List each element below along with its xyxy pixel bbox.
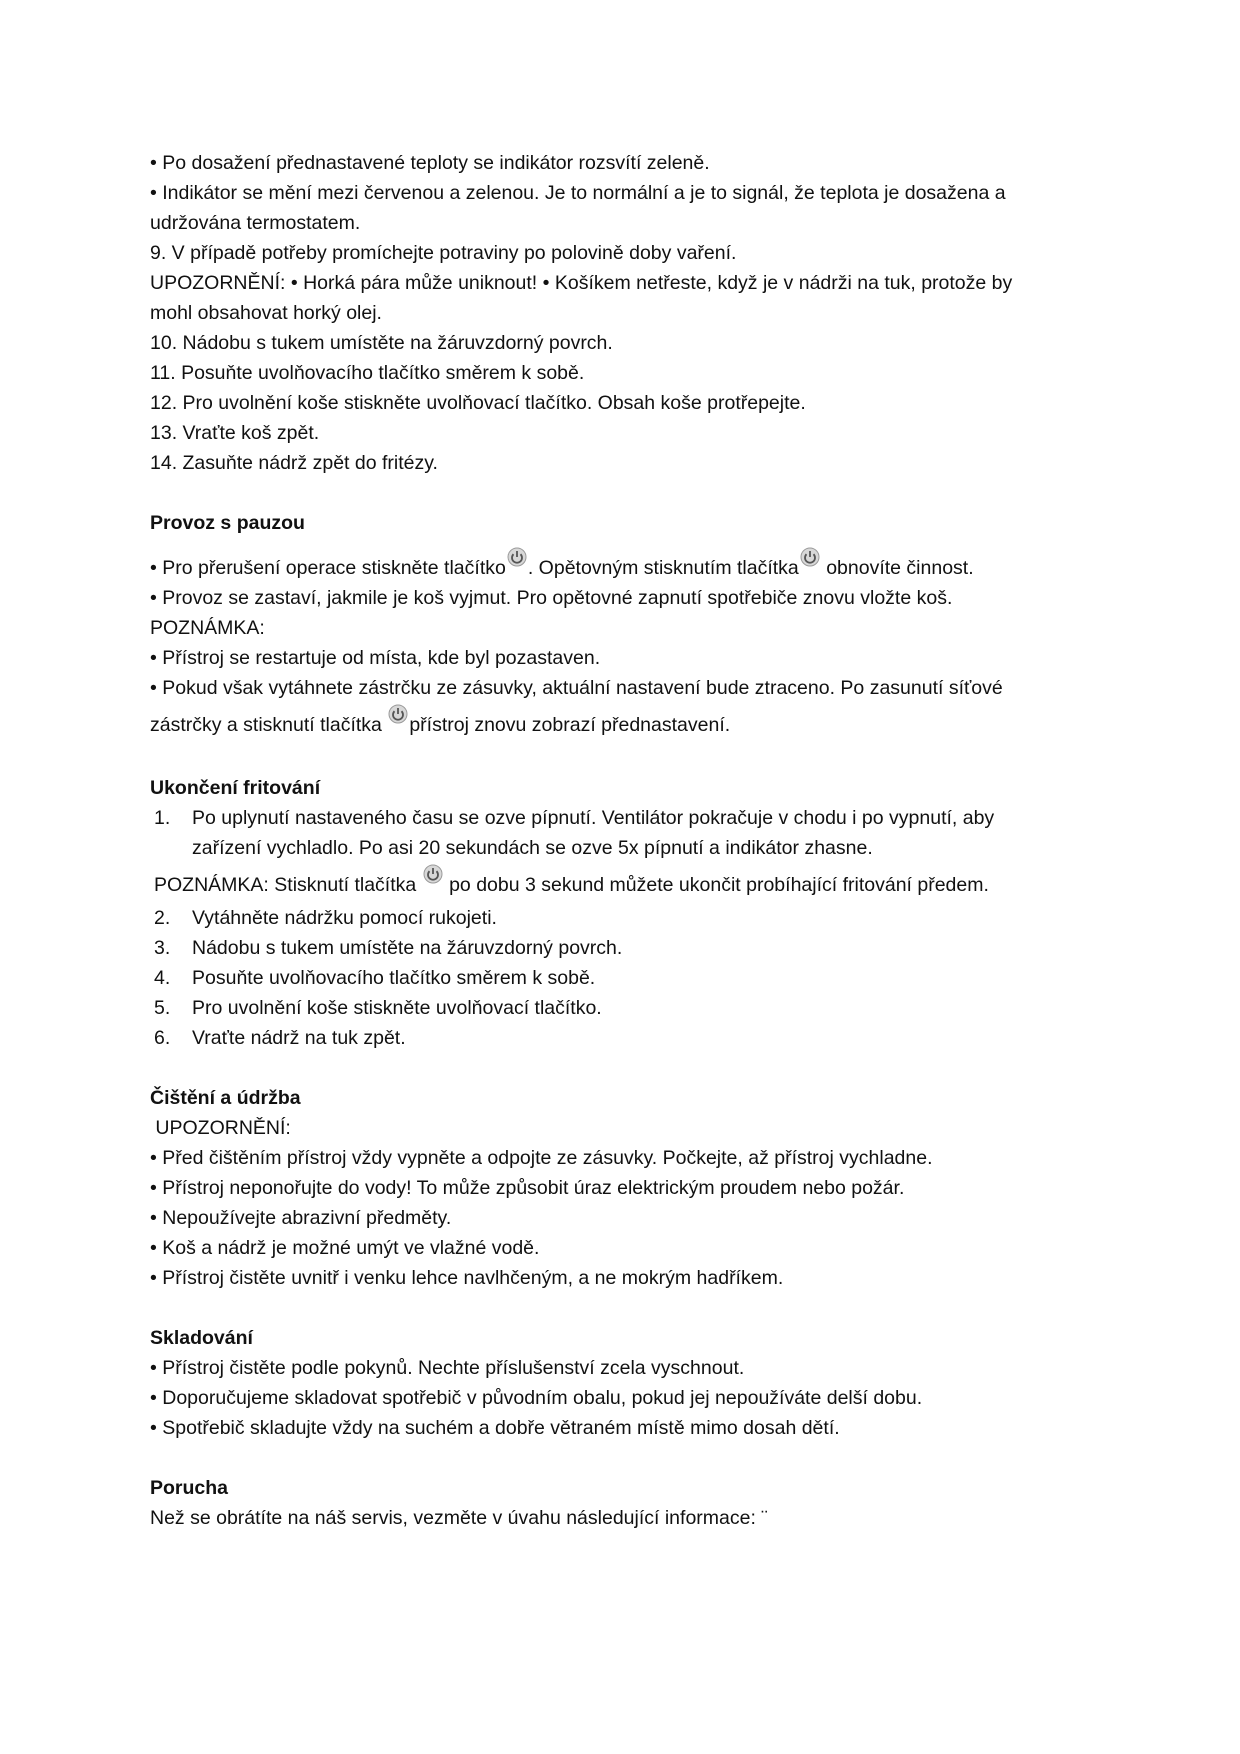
- list-text: Vraťte nádrž na tuk zpět.: [192, 1027, 406, 1049]
- paragraph-line: • Koš a nádrž je možné umýt ve vlažné vodě.: [150, 1237, 540, 1259]
- text-span: přístroj znovu zobrazí přednastavení.: [409, 714, 731, 736]
- text-span: . Opětovným stisknutím tlačítka: [527, 557, 799, 579]
- paragraph-line: [150, 546, 1090, 583]
- power-button-icon: [423, 863, 443, 885]
- paragraph-line: • Nepoužívejte abrazivní předměty.: [150, 1207, 452, 1229]
- list-text: Vytáhněte nádržku pomocí rukojeti.: [192, 907, 497, 929]
- section-heading-storage: Skladování: [150, 1327, 253, 1349]
- list-item: [150, 1023, 1090, 1053]
- list-number: 2.: [154, 907, 171, 929]
- paragraph-line: POZNÁMKA:: [150, 617, 265, 639]
- list-item: [150, 993, 1090, 1023]
- list-text: Nádobu s tukem umístěte na žáruvzdorný povrch.: [192, 937, 623, 959]
- paragraph-line: 14. Zasuňte nádrž zpět do fritézy.: [150, 452, 438, 474]
- paragraph-line: • Přístroj čistěte uvnitř i venku lehce navlhčeným, a ne mokrým hadříkem.: [150, 1267, 784, 1289]
- list-item: [150, 933, 1090, 963]
- list-item-continuation: zařízení vychladlo. Po asi 20 sekundách se ozve 5x pípnutí a indikátor zhasne.: [192, 837, 873, 859]
- section-heading-fault: Porucha: [150, 1477, 229, 1499]
- section-heading-end-frying: Ukončení fritování: [150, 777, 321, 799]
- paragraph-line: • Přístroj čistěte podle pokynů. Nechte příslušenství zcela vyschnout.: [150, 1357, 745, 1379]
- document-page: [150, 148, 1090, 1533]
- section-heading-cleaning: Čištění a údržba: [150, 1087, 301, 1109]
- paragraph-line: • Indikátor se mění mezi červenou a zelenou. Je to normální a je to signál, že teplota je dosažena a: [150, 182, 1006, 204]
- paragraph-line: UPOZORNĚNÍ: • Horká pára může uniknout! • Košíkem netřeste, když je v nádrži na tuk, protože by: [150, 272, 1013, 294]
- warning-label: UPOZORNĚNÍ:: [150, 1117, 291, 1139]
- paragraph-line: 13. Vraťte koš zpět.: [150, 422, 320, 444]
- paragraph-line: 9. V případě potřeby promíchejte potraviny po polovině doby vaření.: [150, 242, 737, 264]
- text-span: obnovíte činnost.: [820, 557, 974, 579]
- paragraph-line: 10. Nádobu s tukem umístěte na žáruvzdorný povrch.: [150, 332, 613, 354]
- paragraph-line: • Doporučujeme skladovat spotřebič v původním obalu, pokud jej nepoužíváte delší dobu.: [150, 1387, 923, 1409]
- list-number: 3.: [154, 937, 171, 959]
- paragraph-line: Než se obrátíte na náš servis, vezměte v úvahu následující informace: ¨: [150, 1507, 768, 1529]
- paragraph-line: udržována termostatem.: [150, 212, 361, 234]
- power-button-icon: [388, 703, 408, 725]
- list-number: 5.: [154, 997, 171, 1019]
- paragraph-line: • Přístroj neponořujte do vody! To může způsobit úraz elektrickým proudem nebo požár.: [150, 1177, 905, 1199]
- paragraph-line: • Pokud však vytáhnete zástrčku ze zásuvky, aktuální nastavení bude ztraceno. Po zasunutí síťové: [150, 677, 1003, 699]
- list-item: [150, 903, 1090, 933]
- list-text: Pro uvolnění koše stiskněte uvolňovací tlačítko.: [192, 997, 602, 1019]
- list-item: [150, 963, 1090, 993]
- list-number: 1.: [154, 807, 171, 829]
- text-span: • Pro přerušení operace stiskněte tlačítko: [150, 557, 506, 579]
- power-button-icon: [507, 546, 527, 568]
- paragraph-line: 11. Posuňte uvolňovacího tlačítko směrem k sobě.: [150, 362, 585, 384]
- paragraph-line: • Přístroj se restartuje od místa, kde byl pozastaven.: [150, 647, 601, 669]
- list-number: 6.: [154, 1027, 171, 1049]
- paragraph-line: • Po dosažení přednastavené teploty se indikátor rozsvítí zeleně.: [150, 152, 710, 174]
- paragraph-line: mohl obsahovat horký olej.: [150, 302, 382, 324]
- power-button-icon: [800, 546, 820, 568]
- paragraph-line: • Spotřebič skladujte vždy na suchém a dobře větraném místě mimo dosah dětí.: [150, 1417, 840, 1439]
- note-line: [150, 863, 1090, 903]
- paragraph-line: [150, 703, 1090, 743]
- text-span: POZNÁMKA: Stisknutí tlačítka: [154, 874, 422, 896]
- list-text: Posuňte uvolňovacího tlačítko směrem k sobě.: [192, 967, 596, 989]
- text-span: po dobu 3 sekund můžete ukončit probíhající fritování předem.: [443, 874, 989, 896]
- list-text: Po uplynutí nastaveného času se ozve pípnutí. Ventilátor pokračuje v chodu i po vypnutí, aby: [192, 807, 995, 829]
- paragraph-line: • Před čištěním přístroj vždy vypněte a odpojte ze zásuvky. Počkejte, až přístroj vychladne.: [150, 1147, 933, 1169]
- list-number: 4.: [154, 967, 171, 989]
- paragraph-line: 12. Pro uvolnění koše stiskněte uvolňovací tlačítko. Obsah koše protřepejte.: [150, 392, 806, 414]
- paragraph-line: • Provoz se zastaví, jakmile je koš vyjmut. Pro opětovné zapnutí spotřebiče znovu vložte koš.: [150, 587, 953, 609]
- section-heading-pause: Provoz s pauzou: [150, 512, 305, 534]
- text-span: zástrčky a stisknutí tlačítka: [150, 714, 388, 736]
- list-item: [150, 803, 1090, 833]
